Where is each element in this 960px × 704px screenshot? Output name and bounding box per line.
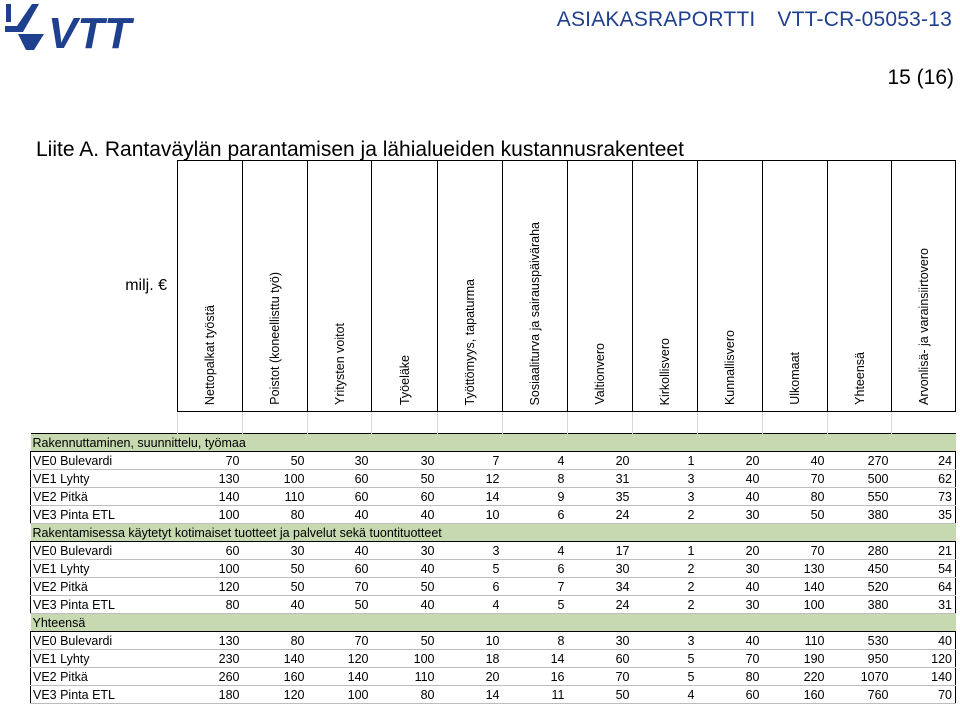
column-header: [243, 161, 308, 412]
value-cell: 100: [243, 470, 308, 488]
value-cell: 24: [892, 452, 956, 470]
value-cell: 30: [698, 560, 763, 578]
row-label: VE1 Lyhty: [31, 470, 178, 488]
value-cell: 100: [308, 686, 372, 704]
value-cell: 60: [372, 488, 438, 506]
table-row: [31, 632, 956, 650]
report-id: VTT-CR-05053-13: [777, 8, 952, 31]
value-cell: 6: [503, 560, 568, 578]
value-cell: 30: [698, 506, 763, 524]
value-cell: 80: [243, 506, 308, 524]
section-title: Rakentamisessa käytetyt kotimaiset tuotteet ja palvelut sekä tuontituotteet: [31, 524, 956, 542]
column-header: [892, 161, 956, 412]
value-cell: 160: [243, 668, 308, 686]
value-cell: 30: [698, 596, 763, 614]
row-label: VE3 Pinta ETL: [31, 506, 178, 524]
value-cell: 50: [568, 686, 633, 704]
value-cell: 520: [828, 578, 892, 596]
spacer-row: [31, 412, 956, 434]
value-cell: 230: [178, 650, 243, 668]
value-cell: 6: [438, 578, 503, 596]
column-header: [698, 161, 763, 412]
value-cell: 20: [568, 452, 633, 470]
value-cell: 550: [828, 488, 892, 506]
value-cell: 190: [763, 650, 828, 668]
value-cell: 50: [243, 578, 308, 596]
spacer-cell: [892, 412, 956, 434]
column-header-label: Yhteensä: [852, 352, 867, 405]
value-cell: 140: [308, 668, 372, 686]
value-cell: 130: [178, 470, 243, 488]
value-cell: 450: [828, 560, 892, 578]
column-header-label: Kirkollisvero: [658, 337, 672, 405]
value-cell: 60: [308, 470, 372, 488]
value-cell: 70: [178, 452, 243, 470]
value-cell: 18: [438, 650, 503, 668]
section-header-row: [31, 524, 956, 542]
value-cell: 20: [438, 668, 503, 686]
table-row: [31, 578, 956, 596]
unit-label: milj. €: [31, 161, 178, 412]
value-cell: 180: [178, 686, 243, 704]
value-cell: 60: [568, 650, 633, 668]
spacer-cell: [243, 412, 308, 434]
value-cell: 14: [438, 686, 503, 704]
value-cell: 20: [698, 542, 763, 560]
value-cell: 40: [308, 542, 372, 560]
value-cell: 40: [372, 560, 438, 578]
value-cell: 60: [308, 560, 372, 578]
column-header: [828, 161, 892, 412]
column-header-label: Poistot (koneellisttu työ): [268, 272, 282, 405]
table-row: [31, 650, 956, 668]
value-cell: 50: [372, 578, 438, 596]
value-cell: 70: [698, 650, 763, 668]
table-row: [31, 668, 956, 686]
value-cell: 16: [503, 668, 568, 686]
value-cell: 120: [892, 650, 956, 668]
column-header: [178, 161, 243, 412]
row-label: VE2 Pitkä: [31, 578, 178, 596]
value-cell: 4: [633, 686, 698, 704]
row-label: VE0 Bulevardi: [31, 542, 178, 560]
value-cell: 120: [308, 650, 372, 668]
value-cell: 120: [178, 578, 243, 596]
value-cell: 40: [892, 632, 956, 650]
table-row: [31, 488, 956, 506]
value-cell: 1: [633, 542, 698, 560]
value-cell: 30: [568, 560, 633, 578]
value-cell: 110: [243, 488, 308, 506]
row-label: VE0 Bulevardi: [31, 452, 178, 470]
row-label: VE2 Pitkä: [31, 668, 178, 686]
section-header-row: [31, 434, 956, 452]
value-cell: 12: [438, 470, 503, 488]
value-cell: 260: [178, 668, 243, 686]
value-cell: 5: [633, 650, 698, 668]
value-cell: 40: [372, 596, 438, 614]
value-cell: 31: [568, 470, 633, 488]
column-header: [633, 161, 698, 412]
value-cell: 140: [243, 650, 308, 668]
column-header-row: [31, 161, 956, 412]
value-cell: 3: [633, 470, 698, 488]
value-cell: 30: [372, 452, 438, 470]
report-header: [535, 8, 952, 32]
value-cell: 40: [698, 470, 763, 488]
value-cell: 2: [633, 506, 698, 524]
value-cell: 5: [633, 668, 698, 686]
value-cell: 4: [503, 452, 568, 470]
spacer-cell: [438, 412, 503, 434]
value-cell: 80: [243, 632, 308, 650]
value-cell: 950: [828, 650, 892, 668]
value-cell: 10: [438, 632, 503, 650]
value-cell: 80: [372, 686, 438, 704]
spacer-cell: [503, 412, 568, 434]
value-cell: 30: [308, 452, 372, 470]
value-cell: 3: [633, 488, 698, 506]
vtt-logo-icon: [4, 2, 162, 54]
column-header-label: Työttömyys, tapaturma: [463, 278, 477, 405]
value-cell: 70: [568, 668, 633, 686]
row-label: VE3 Pinta ETL: [31, 686, 178, 704]
value-cell: 1070: [828, 668, 892, 686]
value-cell: 70: [763, 470, 828, 488]
value-cell: 130: [763, 560, 828, 578]
value-cell: 21: [892, 542, 956, 560]
value-cell: 530: [828, 632, 892, 650]
value-cell: 2: [633, 560, 698, 578]
value-cell: 40: [372, 506, 438, 524]
value-cell: 24: [568, 506, 633, 524]
table-body: [31, 412, 956, 704]
value-cell: 73: [892, 488, 956, 506]
spacer-cell: [633, 412, 698, 434]
table-row: [31, 560, 956, 578]
value-cell: 280: [828, 542, 892, 560]
value-cell: 120: [243, 686, 308, 704]
column-header-label: Työeläke: [397, 354, 412, 405]
value-cell: 50: [243, 560, 308, 578]
column-header-label: Ulkomaat: [788, 352, 802, 405]
spacer-cell: [828, 412, 892, 434]
row-label: VE1 Lyhty: [31, 650, 178, 668]
value-cell: 20: [698, 452, 763, 470]
value-cell: 760: [828, 686, 892, 704]
value-cell: 54: [892, 560, 956, 578]
value-cell: 3: [633, 632, 698, 650]
value-cell: 100: [178, 506, 243, 524]
page-title: Liite A. Rantaväylän parantamisen ja lähialueiden kustannusrakenteet: [36, 138, 684, 161]
value-cell: 30: [372, 542, 438, 560]
value-cell: 17: [568, 542, 633, 560]
section-header-row: [31, 614, 956, 632]
value-cell: 40: [308, 506, 372, 524]
value-cell: 62: [892, 470, 956, 488]
value-cell: 100: [178, 560, 243, 578]
value-cell: 380: [828, 506, 892, 524]
value-cell: 4: [438, 596, 503, 614]
value-cell: 7: [503, 578, 568, 596]
column-header: [763, 161, 828, 412]
value-cell: 100: [372, 650, 438, 668]
row-label: VE2 Pitkä: [31, 488, 178, 506]
column-header-label: Arvonlisä- ja varainsiirtovero: [916, 247, 931, 405]
report-type: ASIAKASRAPORTTI: [556, 8, 756, 31]
value-cell: 30: [568, 632, 633, 650]
value-cell: 3: [438, 542, 503, 560]
column-header: [308, 161, 372, 412]
value-cell: 40: [698, 578, 763, 596]
row-label: VE0 Bulevardi: [31, 632, 178, 650]
value-cell: 220: [763, 668, 828, 686]
value-cell: 14: [503, 650, 568, 668]
page-number: 15 (16): [887, 66, 954, 89]
value-cell: 31: [892, 596, 956, 614]
value-cell: 5: [438, 560, 503, 578]
value-cell: 7: [438, 452, 503, 470]
row-label: VE3 Pinta ETL: [31, 596, 178, 614]
value-cell: 8: [503, 470, 568, 488]
value-cell: 500: [828, 470, 892, 488]
value-cell: 100: [763, 596, 828, 614]
column-header: [438, 161, 503, 412]
spacer-cell: [308, 412, 372, 434]
value-cell: 80: [763, 488, 828, 506]
column-header: [372, 161, 438, 412]
value-cell: 70: [763, 542, 828, 560]
section-title: Yhteensä: [31, 614, 956, 632]
value-cell: 50: [763, 506, 828, 524]
value-cell: 40: [698, 632, 763, 650]
value-cell: 5: [503, 596, 568, 614]
value-cell: 2: [633, 596, 698, 614]
value-cell: 270: [828, 452, 892, 470]
spacer-cell: [178, 412, 243, 434]
spacer-cell: [568, 412, 633, 434]
value-cell: 11: [503, 686, 568, 704]
value-cell: 130: [178, 632, 243, 650]
value-cell: 70: [308, 578, 372, 596]
value-cell: 35: [892, 506, 956, 524]
value-cell: 110: [763, 632, 828, 650]
value-cell: 50: [243, 452, 308, 470]
logo-text: VTT: [48, 9, 132, 54]
value-cell: 70: [308, 632, 372, 650]
table-row: [31, 686, 956, 704]
value-cell: 70: [892, 686, 956, 704]
value-cell: 380: [828, 596, 892, 614]
value-cell: 4: [503, 542, 568, 560]
table-row: [31, 506, 956, 524]
table-row: [31, 452, 956, 470]
value-cell: 64: [892, 578, 956, 596]
value-cell: 34: [568, 578, 633, 596]
value-cell: 60: [308, 488, 372, 506]
cost-structure-table: [30, 160, 956, 704]
section-title: Rakennuttaminen, suunnittelu, työmaa: [31, 434, 956, 452]
value-cell: 9: [503, 488, 568, 506]
value-cell: 80: [698, 668, 763, 686]
table-row: [31, 542, 956, 560]
value-cell: 160: [763, 686, 828, 704]
value-cell: 60: [698, 686, 763, 704]
spacer-cell: [372, 412, 438, 434]
value-cell: 35: [568, 488, 633, 506]
value-cell: 50: [372, 632, 438, 650]
column-header-label: Valtionvero: [593, 343, 607, 405]
value-cell: 40: [243, 596, 308, 614]
column-header-label: Sosiaaliturva ja sairauspäiväraha: [528, 221, 542, 405]
value-cell: 110: [372, 668, 438, 686]
value-cell: 6: [503, 506, 568, 524]
value-cell: 10: [438, 506, 503, 524]
value-cell: 24: [568, 596, 633, 614]
value-cell: 80: [178, 596, 243, 614]
table-row: [31, 470, 956, 488]
value-cell: 2: [633, 578, 698, 596]
value-cell: 140: [178, 488, 243, 506]
column-header: [503, 161, 568, 412]
value-cell: 30: [243, 542, 308, 560]
table-row: [31, 596, 956, 614]
value-cell: 60: [178, 542, 243, 560]
value-cell: 50: [308, 596, 372, 614]
value-cell: 8: [503, 632, 568, 650]
value-cell: 140: [892, 668, 956, 686]
spacer-cell: [763, 412, 828, 434]
column-header: [568, 161, 633, 412]
column-header-label: Yritysten voitot: [332, 323, 347, 405]
value-cell: 50: [372, 470, 438, 488]
column-header-label: Nettopalkat työstä: [203, 304, 217, 405]
value-cell: 140: [763, 578, 828, 596]
spacer-cell: [698, 412, 763, 434]
value-cell: 1: [633, 452, 698, 470]
row-label: VE1 Lyhty: [31, 560, 178, 578]
value-cell: 40: [698, 488, 763, 506]
column-header-label: Kunnallisvero: [723, 329, 737, 405]
value-cell: 14: [438, 488, 503, 506]
value-cell: 40: [763, 452, 828, 470]
